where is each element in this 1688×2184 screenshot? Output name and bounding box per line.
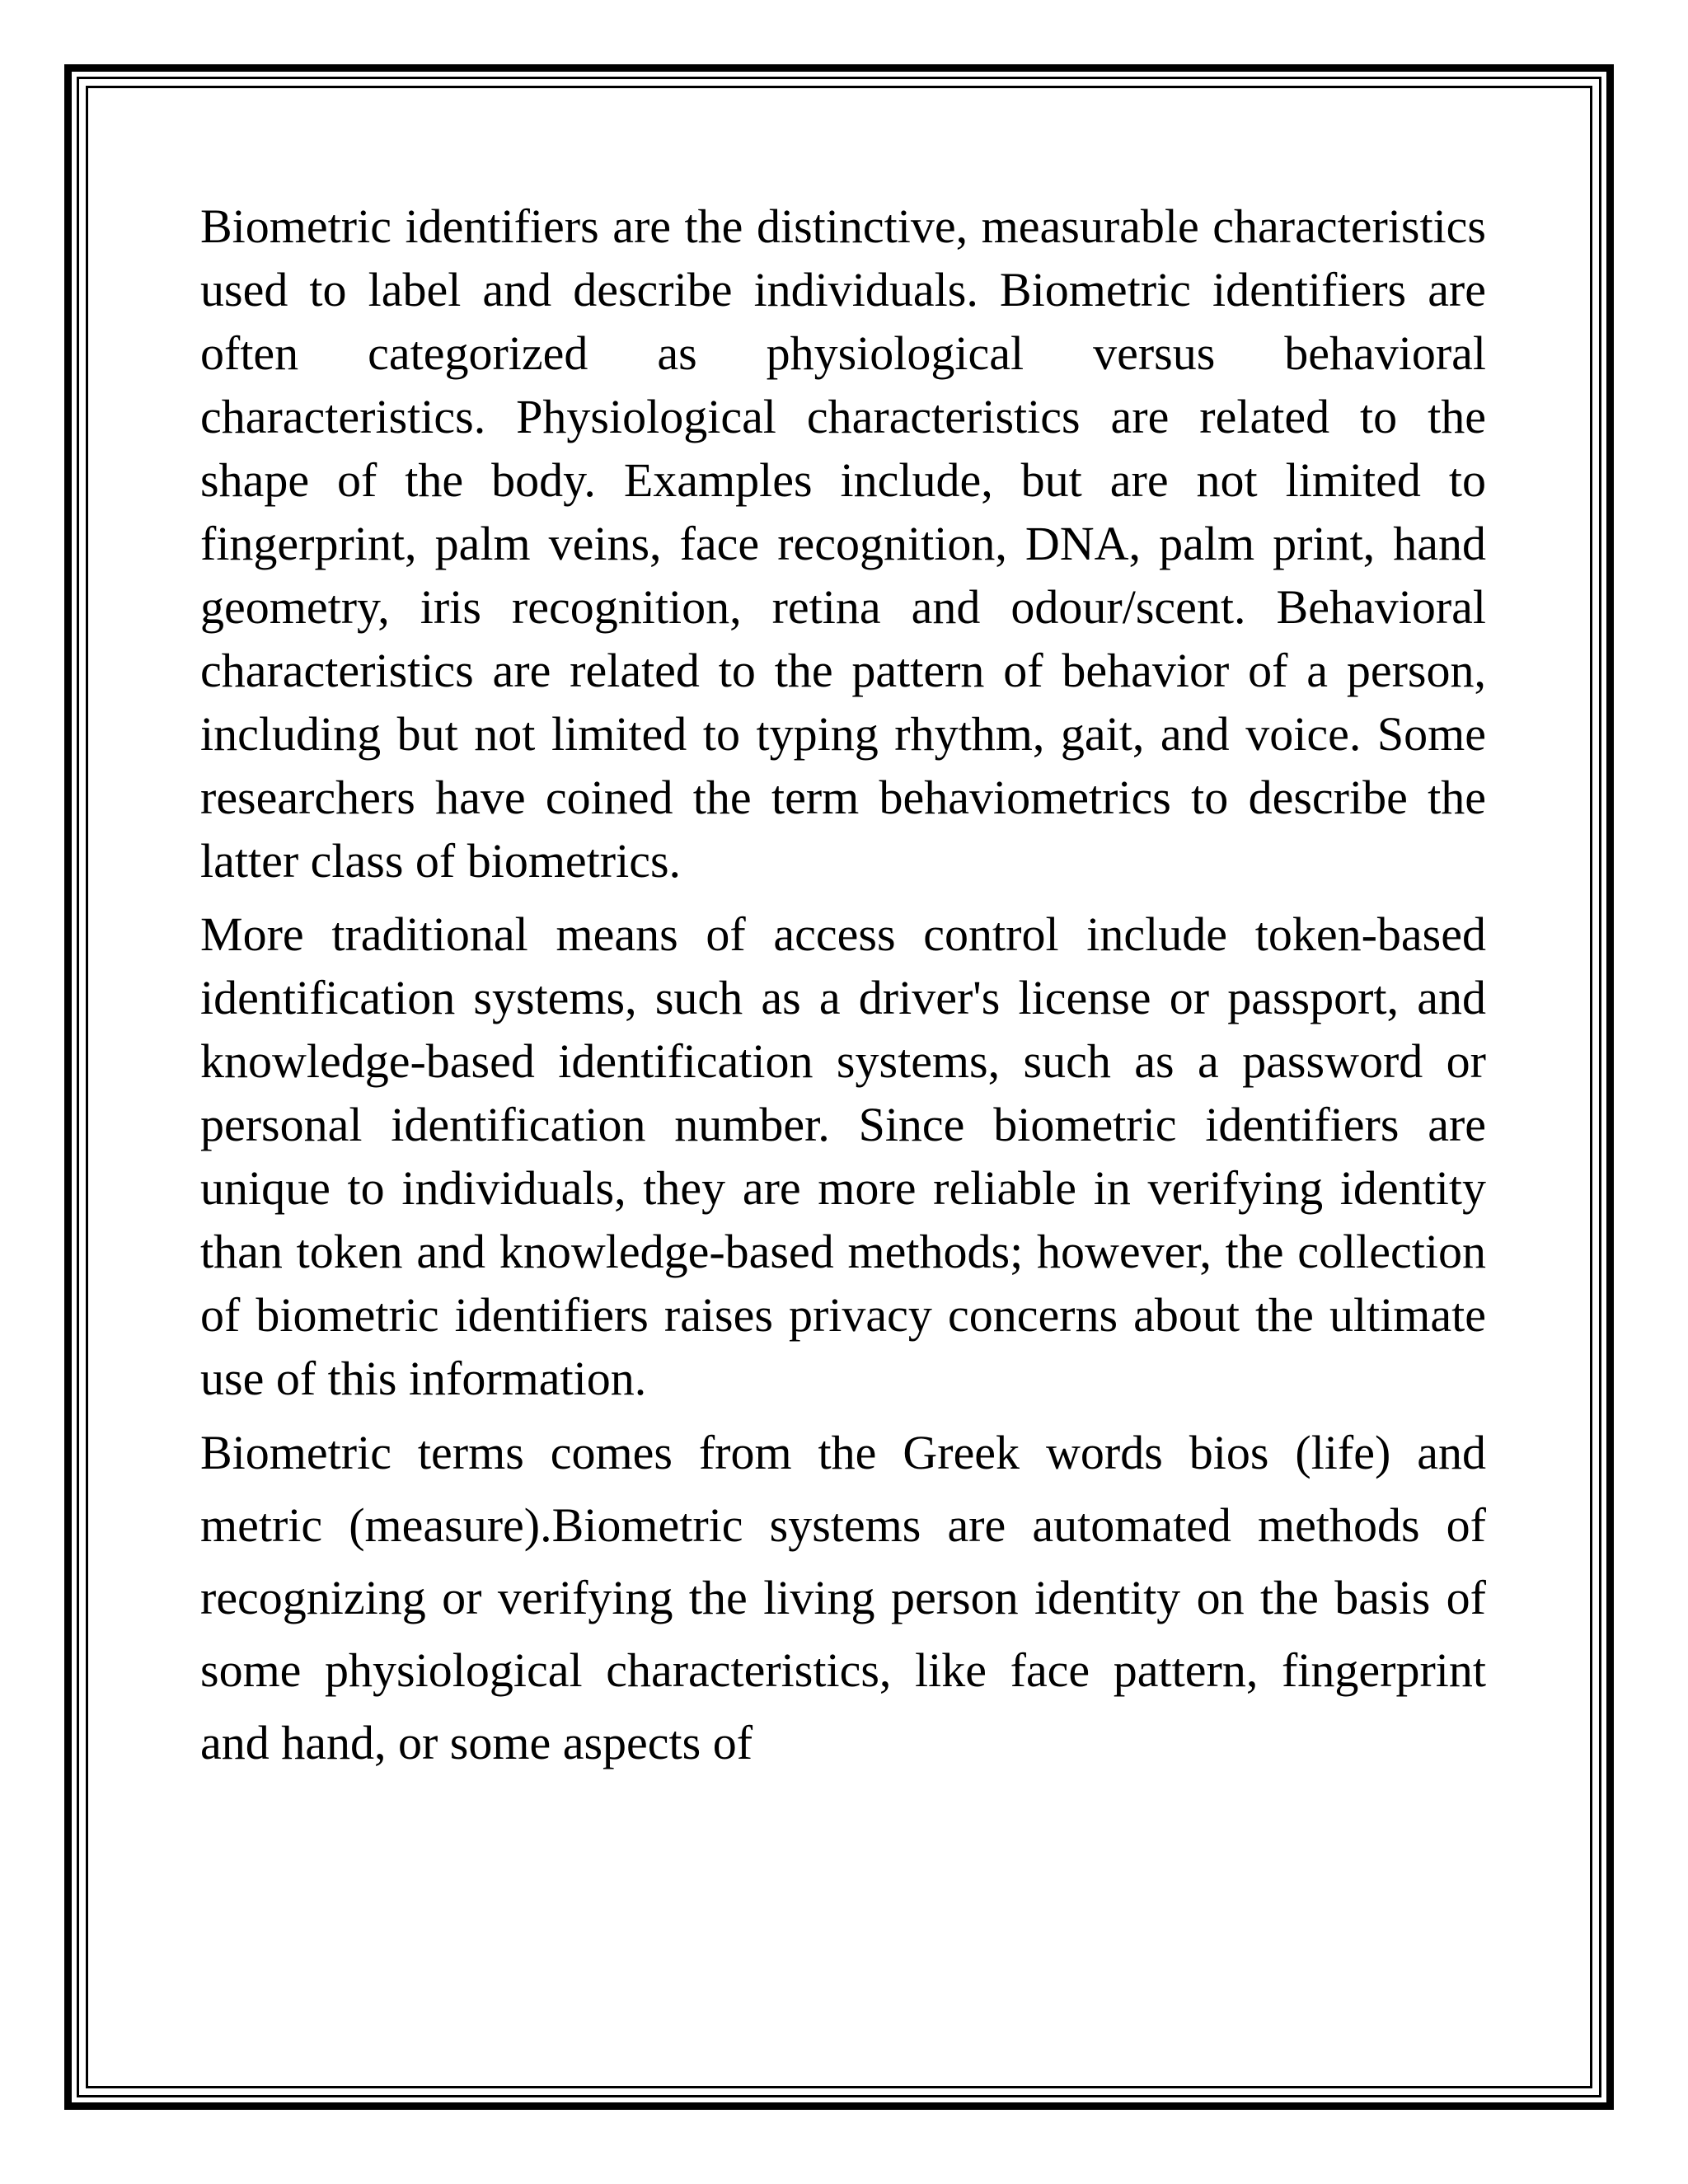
paragraph-biometric-identifiers: Biometric identifiers are the distinctive, measurable characteristics used to label and describe individuals. Biometric identifiers are often categorized as physiological versus behavioral characteristics. Physiological characteristics are related to the shape of the body. Examples include, but are not limited to fingerprint, palm veins, face recognition, DNA, palm print, hand geometry, iris recognition, retina and odour/scent. Behavioral characteristics are related to the pattern of behavior of a person, including but not limited to typing rhythm, gait, and voice. Some researchers have coined the term behaviometrics to describe the latter class of biometrics.	[200, 199, 1486, 888]
paragraph-biometric-terms: Biometric terms comes from the Greek words bios (life) and metric (measure).Biometric systems are automated methods of recognizing or verifying the living person identity on the basis of some physiological characteristics, like face pattern, fingerprint and hand, or some aspects of	[200, 1426, 1486, 1769]
paragraph-traditional-access-control: More traditional means of access control include token-based identification systems, such as a driver's license or passport, and knowledge-based identification systems, such as a password or personal identification number. Since biometric identifiers are unique to individuals, they are more reliable in verifying identity than token and knowledge-based methods; however, the collection of biometric identifiers raises privacy concerns about the ultimate use of this information.	[200, 907, 1486, 1405]
document-body	[200, 194, 1486, 1779]
